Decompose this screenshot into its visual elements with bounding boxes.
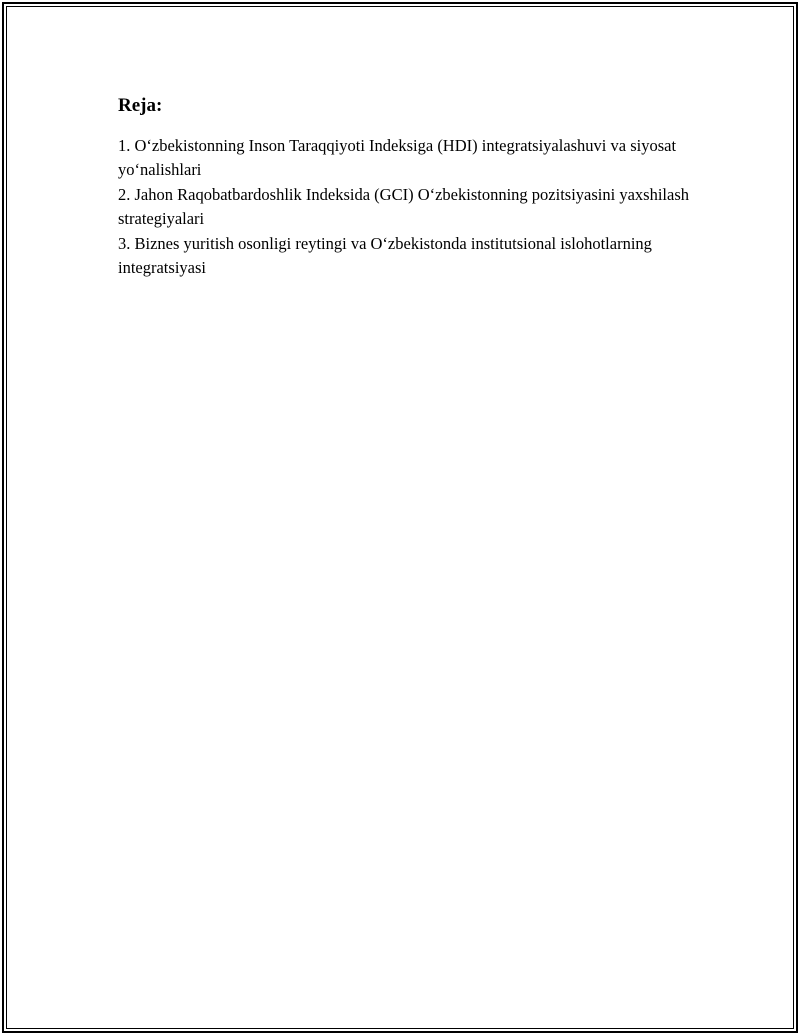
plan-item-2: 2. Jahon Raqobatbardoshlik Indeksida (GCI) O‘zbekistonning pozitsiyasini yaxshilash strategiyalari xyxy=(118,184,689,229)
document-content xyxy=(118,94,698,280)
plan-heading: Reja: xyxy=(118,95,163,116)
plan-item-1: 1. O‘zbekistonning Inson Taraqqiyoti Indeksiga (HDI) integratsiyalashuvi va siyosat yo‘nalishlari xyxy=(118,136,677,180)
plan-item-3: 3. Biznes yuritish osonligi reytingi va O‘zbekistonda institutsional islohotlarning integratsiyasi xyxy=(118,233,652,278)
plan-list xyxy=(118,134,698,280)
